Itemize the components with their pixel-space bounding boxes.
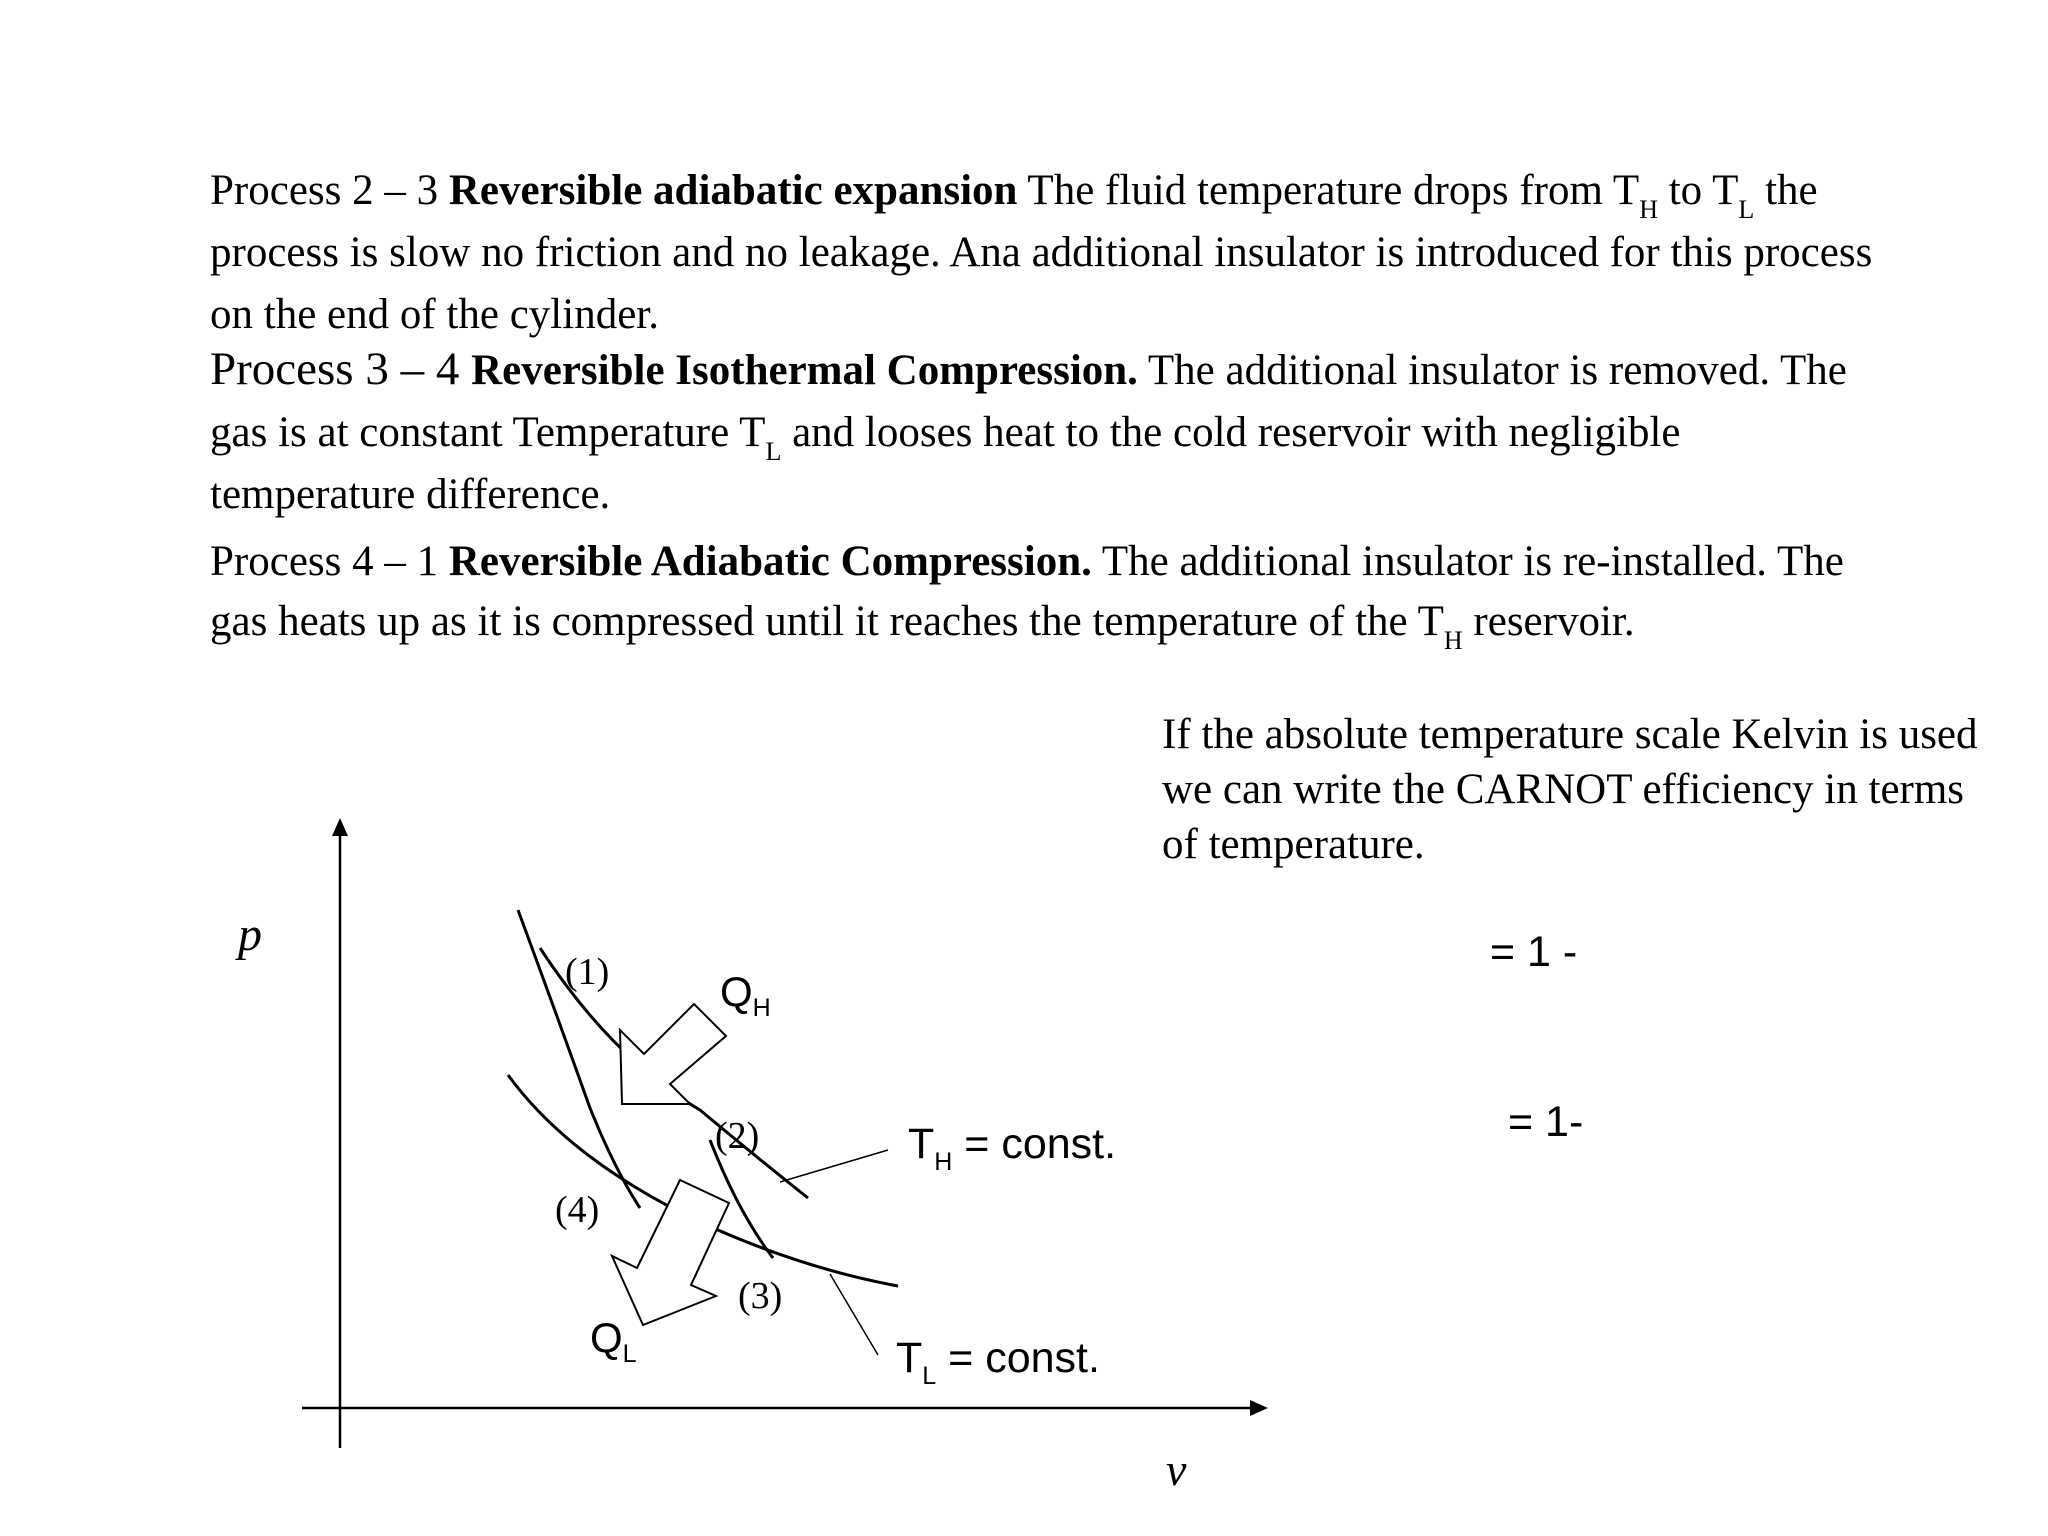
tl-const-label	[896, 1334, 1100, 1390]
state-4-label: (4)	[555, 1189, 600, 1231]
qh-sub: H	[752, 994, 771, 1022]
qh-label	[720, 968, 771, 1022]
process-4-1-heading: Reversible Adiabatic Compression.	[448, 538, 1092, 585]
th-const-label	[908, 1120, 1116, 1176]
process-3-4-text-a: The additional insulator is removed. The gas is at constant Temperature T	[210, 347, 1847, 456]
qh-main: Q	[720, 968, 753, 1015]
p-axis-label: p	[238, 908, 262, 961]
v-axis-arrowhead	[1250, 1400, 1268, 1416]
tl-rest: = const.	[936, 1334, 1100, 1382]
subscript-l: L	[765, 437, 782, 466]
state-2-label: (2)	[715, 1115, 760, 1157]
th-leader-line	[780, 1150, 888, 1182]
th-rest: = const.	[952, 1120, 1117, 1168]
process-3-4-heading: Reversible Isothermal Compression.	[471, 347, 1138, 394]
tl-leader-line	[830, 1274, 878, 1355]
p-axis-arrowhead	[332, 818, 348, 836]
process-2-3-text-c: the process is slow no friction and no leakage. Ana additional insulator is introduced for this process on the end of the cylinder.	[210, 167, 1873, 338]
process-2-3-text-b: to T	[1657, 167, 1739, 214]
process-4-1-prefix: Process 4 – 1	[210, 538, 449, 585]
process-3-4-text-b: and looses heat to the cold reservoir with negligible temperature difference.	[210, 409, 1681, 518]
process-4-1-text-a: The additional insulator is re-installed. The gas heats up as it is compressed until it reaches the temperature of the T	[210, 538, 1844, 645]
process-2-3-text-a: The fluid temperature drops from T	[1017, 167, 1640, 214]
process-3-4-prefix: Process 3 – 4	[210, 343, 472, 395]
subscript-h: H	[1443, 626, 1463, 655]
efficiency-equation-1: = 1 -	[1490, 928, 1578, 976]
ql-label	[590, 1314, 637, 1368]
v-axis-label: v	[1166, 1444, 1187, 1495]
subscript-h: H	[1639, 195, 1658, 224]
ql-arrow	[612, 1180, 729, 1325]
process-2-3-prefix: Process 2 – 3	[210, 167, 449, 214]
kelvin-note: If the absolute temperature scale Kelvin is used we can write the CARNOT efficiency in terms of temperature.	[1162, 711, 1978, 868]
tl-sub: L	[922, 1362, 937, 1390]
state-1-label: (1)	[565, 951, 610, 993]
ql-main: Q	[590, 1314, 623, 1361]
efficiency-equation-2: = 1-	[1508, 1098, 1584, 1146]
ql-sub: L	[622, 1340, 637, 1368]
th-sub: H	[934, 1148, 953, 1176]
process-4-1-text-b: reservoir.	[1462, 598, 1635, 645]
qh-arrow	[620, 1004, 726, 1104]
th-main: T	[908, 1120, 935, 1168]
process-2-3-heading: Reversible adiabatic expansion	[448, 167, 1018, 214]
tl-main: T	[896, 1334, 923, 1382]
state-3-label: (3)	[738, 1275, 783, 1317]
subscript-l: L	[1738, 195, 1755, 224]
